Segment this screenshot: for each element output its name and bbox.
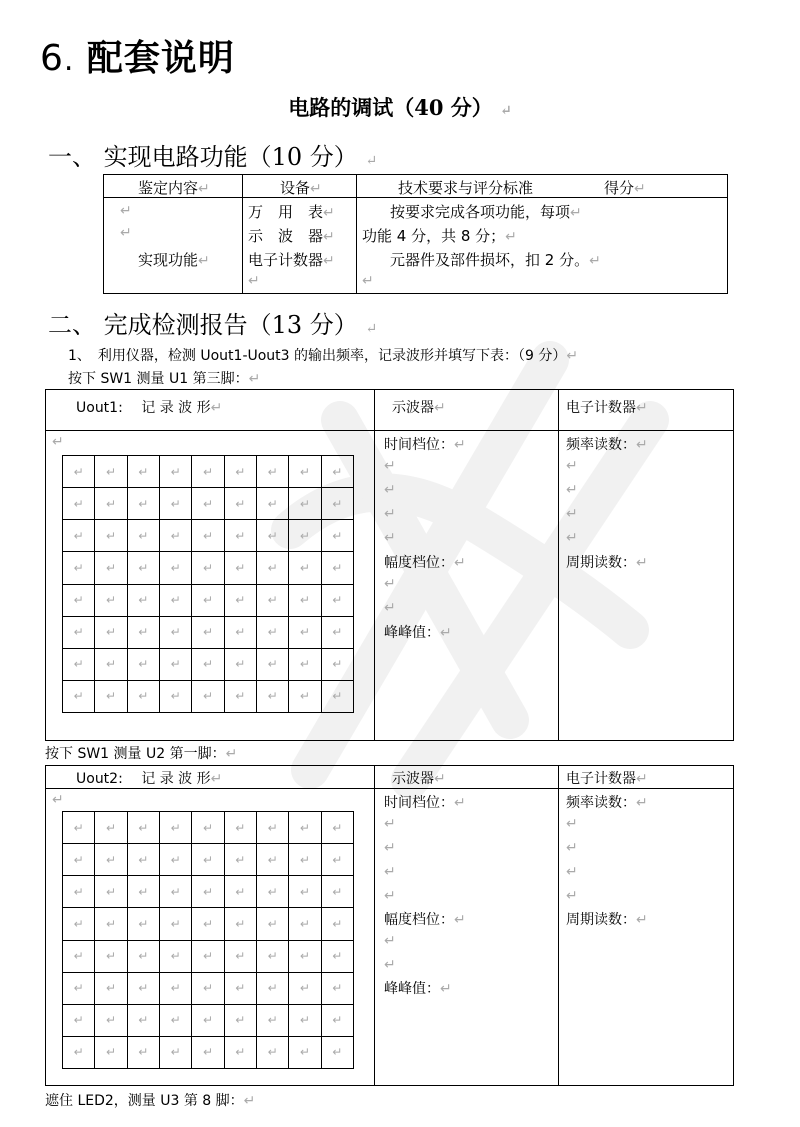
grid-cell[interactable]: ↵ — [224, 584, 256, 616]
grid-cell[interactable]: ↵ — [95, 520, 127, 552]
grid-cell[interactable]: ↵ — [63, 908, 95, 940]
return-mark: ↵ — [52, 792, 64, 808]
return-mark: ↵ — [384, 957, 396, 973]
grid-cell[interactable]: ↵ — [159, 844, 191, 876]
frequency-reading-field[interactable]: 频率读数：↵ — [566, 795, 648, 811]
col-counter: 电子计数器↵ — [566, 400, 648, 416]
grid-cell[interactable]: ↵ — [63, 616, 95, 648]
grid-cell[interactable]: ↵ — [321, 488, 353, 520]
grid-cell[interactable]: ↵ — [224, 520, 256, 552]
grid-cell[interactable]: ↵ — [159, 1004, 191, 1036]
requirement-2: 功能 4 分，共 8 分；↵ — [362, 227, 517, 245]
return-mark: ↵ — [384, 482, 396, 498]
grid-cell[interactable]: ↵ — [224, 648, 256, 680]
grid-cell[interactable]: ↵ — [159, 940, 191, 972]
grid-cell[interactable]: ↵ — [159, 680, 191, 712]
grid-cell[interactable]: ↵ — [159, 1036, 191, 1068]
requirement-1: 按要求完成各项功能，每项↵ — [390, 203, 582, 221]
return-mark: ↵ — [384, 458, 396, 474]
grid-cell[interactable]: ↵ — [192, 844, 224, 876]
grid-cell[interactable]: ↵ — [127, 520, 159, 552]
grid-cell[interactable]: ↵ — [321, 812, 353, 844]
grid-cell[interactable]: ↵ — [63, 584, 95, 616]
return-mark: ↵ — [566, 816, 578, 832]
grid-cell[interactable]: ↵ — [127, 812, 159, 844]
grid-cell[interactable]: ↵ — [127, 552, 159, 584]
grid-cell[interactable]: ↵ — [256, 648, 288, 680]
grid-cell[interactable]: ↵ — [256, 812, 288, 844]
grid-cell[interactable]: ↵ — [192, 616, 224, 648]
content-cell: 实现功能↵ — [138, 251, 210, 269]
grid-cell[interactable]: ↵ — [159, 488, 191, 520]
grid-cell[interactable]: ↵ — [321, 456, 353, 488]
grid-cell[interactable]: ↵ — [192, 1004, 224, 1036]
grid-cell[interactable]: ↵ — [159, 456, 191, 488]
grid-cell[interactable]: ↵ — [159, 552, 191, 584]
grid-cell[interactable]: ↵ — [127, 1036, 159, 1068]
grid-cell[interactable]: ↵ — [321, 1036, 353, 1068]
amplitude-scale-field[interactable]: 幅度档位：↵ — [384, 555, 466, 571]
grid-cell[interactable]: ↵ — [127, 876, 159, 908]
grid-cell[interactable]: ↵ — [224, 616, 256, 648]
return-mark: ↵ — [365, 153, 378, 169]
grid-cell[interactable]: ↵ — [192, 648, 224, 680]
th-content: 鉴定内容↵ — [138, 179, 210, 197]
grid-cell[interactable]: ↵ — [256, 680, 288, 712]
grid-cell[interactable]: ↵ — [289, 520, 321, 552]
grid-cell[interactable]: ↵ — [289, 844, 321, 876]
section2-title-text: 二、 完成检测报告（13 分） — [48, 311, 358, 339]
grid-cell[interactable]: ↵ — [289, 680, 321, 712]
grid-cell[interactable]: ↵ — [224, 812, 256, 844]
return-mark: ↵ — [566, 840, 578, 856]
grid-cell[interactable]: ↵ — [159, 616, 191, 648]
measure3-text: 遮住 LED2，测量 U3 第 8 脚：↵ — [45, 1093, 256, 1109]
grid-cell[interactable]: ↵ — [321, 972, 353, 1004]
grid-cell[interactable]: ↵ — [321, 908, 353, 940]
grid-cell[interactable]: ↵ — [127, 940, 159, 972]
grid-cell[interactable]: ↵ — [224, 972, 256, 1004]
grid-cell[interactable]: ↵ — [63, 648, 95, 680]
grid-cell[interactable]: ↵ — [192, 584, 224, 616]
grid-cell[interactable]: ↵ — [159, 876, 191, 908]
grid-cell[interactable]: ↵ — [289, 552, 321, 584]
wave-label: Uout1: 记 录 波 形↵ — [76, 400, 223, 416]
grid-cell[interactable]: ↵ — [256, 616, 288, 648]
return-mark: ↵ — [566, 888, 578, 904]
return-mark: ↵ — [52, 434, 64, 450]
grid-cell[interactable]: ↵ — [289, 812, 321, 844]
grid-cell[interactable]: ↵ — [95, 552, 127, 584]
return-mark: ↵ — [384, 933, 396, 949]
period-reading-field[interactable]: 周期读数：↵ — [566, 912, 648, 928]
grid-cell[interactable]: ↵ — [321, 680, 353, 712]
requirement-3: 元器件及部件损坏，扣 2 分。↵ — [390, 251, 601, 269]
equipment-2: 示 波 器↵ — [248, 227, 335, 245]
return-mark: ↵ — [384, 840, 396, 856]
grid-cell[interactable]: ↵ — [95, 844, 127, 876]
grid-cell[interactable]: ↵ — [63, 520, 95, 552]
return-mark: ↵ — [384, 506, 396, 522]
page-heading — [40, 30, 235, 81]
return-mark: ↵ — [384, 888, 396, 904]
section2-title — [48, 305, 377, 340]
grid-cell[interactable]: ↵ — [159, 584, 191, 616]
grid-cell[interactable]: ↵ — [63, 680, 95, 712]
grid-cell[interactable]: ↵ — [224, 940, 256, 972]
grid-cell[interactable]: ↵ — [63, 972, 95, 1004]
subtitle-text: 电路的调试（40 分） — [288, 95, 493, 120]
grid-cell[interactable]: ↵ — [127, 1004, 159, 1036]
grid-cell[interactable]: ↵ — [224, 1004, 256, 1036]
return-mark: ↵ — [566, 530, 578, 546]
equipment-3: 电子计数器↵ — [248, 251, 335, 269]
grid-cell[interactable]: ↵ — [256, 908, 288, 940]
grid-cell[interactable]: ↵ — [159, 972, 191, 1004]
waveform-grid[interactable] — [62, 455, 354, 713]
grid-cell[interactable]: ↵ — [95, 680, 127, 712]
grid-cell[interactable]: ↵ — [127, 908, 159, 940]
return-mark: ↵ — [384, 864, 396, 880]
measure1-text: 按下 SW1 测量 U1 第三脚：↵ — [68, 371, 261, 387]
peak-to-peak-field[interactable]: 峰峰值：↵ — [384, 625, 452, 641]
grid-cell[interactable]: ↵ — [321, 1004, 353, 1036]
grid-cell[interactable]: ↵ — [63, 1036, 95, 1068]
grid-cell[interactable]: ↵ — [127, 844, 159, 876]
grid-cell[interactable]: ↵ — [95, 616, 127, 648]
grid-cell[interactable]: ↵ — [256, 520, 288, 552]
grid-cell[interactable]: ↵ — [289, 972, 321, 1004]
grid-cell[interactable]: ↵ — [63, 876, 95, 908]
section1-title-text: 一、 实现电路功能（10 分） — [48, 143, 358, 171]
grid-cell[interactable]: ↵ — [95, 1036, 127, 1068]
grid-cell[interactable]: ↵ — [289, 584, 321, 616]
grid-cell[interactable]: ↵ — [256, 1036, 288, 1068]
frequency-reading-field[interactable]: 频率读数：↵ — [566, 437, 648, 453]
grid-cell[interactable]: ↵ — [256, 456, 288, 488]
peak-to-peak-field[interactable]: 峰峰值：↵ — [384, 981, 452, 997]
grid-cell[interactable]: ↵ — [321, 520, 353, 552]
grid-cell[interactable]: ↵ — [224, 552, 256, 584]
grid-cell[interactable]: ↵ — [159, 520, 191, 552]
time-scale-field[interactable]: 时间档位：↵ — [384, 795, 466, 811]
grid-cell[interactable]: ↵ — [63, 1004, 95, 1036]
th-requirements: 技术要求与评分标准 — [398, 179, 534, 197]
grid-cell[interactable]: ↵ — [224, 680, 256, 712]
col-counter: 电子计数器↵ — [566, 771, 648, 787]
grid-cell[interactable]: ↵ — [63, 940, 95, 972]
grid-cell[interactable]: ↵ — [256, 940, 288, 972]
return-mark: ↵ — [384, 576, 396, 592]
waveform-grid[interactable] — [62, 811, 354, 1069]
wave-table-2 — [45, 765, 734, 1086]
return-mark: ↵ — [365, 321, 378, 337]
grid-cell[interactable]: ↵ — [127, 456, 159, 488]
grid-cell[interactable]: ↵ — [289, 940, 321, 972]
grid-cell[interactable]: ↵ — [321, 552, 353, 584]
grid-cell[interactable]: ↵ — [289, 648, 321, 680]
grid-cell[interactable]: ↵ — [321, 844, 353, 876]
return-mark: ↵ — [120, 225, 132, 241]
grid-cell[interactable]: ↵ — [95, 648, 127, 680]
grid-cell[interactable]: ↵ — [321, 616, 353, 648]
section1-title — [48, 137, 377, 172]
grid-cell[interactable]: ↵ — [127, 616, 159, 648]
amplitude-scale-field[interactable]: 幅度档位：↵ — [384, 912, 466, 928]
grid-cell[interactable]: ↵ — [289, 1004, 321, 1036]
grid-cell[interactable]: ↵ — [321, 876, 353, 908]
grid-cell[interactable]: ↵ — [289, 456, 321, 488]
grid-cell[interactable]: ↵ — [63, 488, 95, 520]
grid-cell[interactable]: ↵ — [192, 908, 224, 940]
grid-cell[interactable]: ↵ — [192, 940, 224, 972]
grid-cell[interactable]: ↵ — [289, 1036, 321, 1068]
grid-cell[interactable]: ↵ — [224, 1036, 256, 1068]
return-mark: ↵ — [566, 506, 578, 522]
grid-cell[interactable]: ↵ — [95, 456, 127, 488]
grid-cell[interactable]: ↵ — [256, 1004, 288, 1036]
grid-cell[interactable]: ↵ — [127, 488, 159, 520]
grid-cell[interactable]: ↵ — [192, 488, 224, 520]
heading-title: 配套说明 — [86, 38, 235, 79]
wave-label: Uout2: 记 录 波 形↵ — [76, 771, 223, 787]
grid-cell[interactable]: ↵ — [256, 488, 288, 520]
measure2-text: 按下 SW1 测量 U2 第一脚：↵ — [45, 746, 238, 762]
return-mark: ↵ — [120, 203, 132, 219]
grid-cell[interactable]: ↵ — [256, 552, 288, 584]
return-mark: ↵ — [566, 864, 578, 880]
grid-cell[interactable]: ↵ — [321, 584, 353, 616]
grid-cell[interactable]: ↵ — [95, 584, 127, 616]
grid-cell[interactable]: ↵ — [63, 456, 95, 488]
grid-cell[interactable]: ↵ — [127, 680, 159, 712]
return-mark: ↵ — [248, 273, 260, 289]
grid-cell[interactable]: ↵ — [192, 876, 224, 908]
equipment-1: 万 用 表↵ — [248, 203, 335, 221]
assessment-table — [103, 174, 728, 294]
th-score: 得分↵ — [604, 179, 646, 197]
grid-cell[interactable]: ↵ — [289, 876, 321, 908]
grid-cell[interactable]: ↵ — [289, 488, 321, 520]
return-mark: ↵ — [362, 273, 374, 289]
grid-cell[interactable]: ↵ — [192, 456, 224, 488]
grid-cell[interactable]: ↵ — [192, 812, 224, 844]
grid-cell[interactable]: ↵ — [63, 812, 95, 844]
heading-number: 6 — [40, 38, 64, 79]
grid-cell[interactable]: ↵ — [95, 908, 127, 940]
grid-cell[interactable]: ↵ — [256, 972, 288, 1004]
grid-cell[interactable]: ↵ — [95, 940, 127, 972]
grid-cell[interactable]: ↵ — [95, 972, 127, 1004]
grid-cell[interactable]: ↵ — [159, 812, 191, 844]
grid-cell[interactable]: ↵ — [192, 972, 224, 1004]
grid-cell[interactable]: ↵ — [224, 844, 256, 876]
grid-cell[interactable]: ↵ — [321, 648, 353, 680]
return-mark: ↵ — [500, 103, 512, 119]
grid-cell[interactable]: ↵ — [192, 552, 224, 584]
wave-table-1 — [45, 389, 734, 741]
grid-cell[interactable]: ↵ — [192, 1036, 224, 1068]
grid-cell[interactable]: ↵ — [95, 812, 127, 844]
heading-dot: . — [63, 43, 75, 78]
grid-cell[interactable]: ↵ — [224, 876, 256, 908]
grid-cell[interactable]: ↵ — [289, 908, 321, 940]
return-mark: ↵ — [566, 482, 578, 498]
th-equipment: 设备↵ — [280, 179, 322, 197]
grid-cell[interactable]: ↵ — [256, 584, 288, 616]
grid-cell[interactable]: ↵ — [192, 520, 224, 552]
grid-cell[interactable]: ↵ — [95, 876, 127, 908]
grid-cell[interactable]: ↵ — [95, 488, 127, 520]
grid-cell[interactable]: ↵ — [127, 584, 159, 616]
grid-cell[interactable]: ↵ — [224, 456, 256, 488]
grid-cell[interactable]: ↵ — [289, 616, 321, 648]
grid-cell[interactable]: ↵ — [127, 972, 159, 1004]
return-mark: ↵ — [384, 816, 396, 832]
grid-cell[interactable]: ↵ — [63, 844, 95, 876]
period-reading-field[interactable]: 周期读数：↵ — [566, 555, 648, 571]
time-scale-field[interactable]: 时间档位：↵ — [384, 437, 466, 453]
return-mark: ↵ — [384, 530, 396, 546]
grid-cell[interactable]: ↵ — [159, 648, 191, 680]
grid-cell[interactable]: ↵ — [192, 680, 224, 712]
grid-cell[interactable]: ↵ — [127, 648, 159, 680]
grid-cell[interactable]: ↵ — [224, 488, 256, 520]
grid-cell[interactable]: ↵ — [256, 876, 288, 908]
grid-cell[interactable]: ↵ — [95, 1004, 127, 1036]
return-mark: ↵ — [566, 458, 578, 474]
grid-cell[interactable]: ↵ — [159, 908, 191, 940]
col-oscilloscope: 示波器↵ — [392, 400, 446, 416]
col-oscilloscope: 示波器↵ — [392, 771, 446, 787]
return-mark: ↵ — [384, 600, 396, 616]
page-subtitle — [0, 92, 800, 122]
grid-cell[interactable]: ↵ — [224, 908, 256, 940]
item1-text: 1、 利用仪器，检测 Uout1-Uout3 的输出频率，记录波形并填写下表：（9 分）↵ — [68, 348, 579, 364]
grid-cell[interactable]: ↵ — [321, 940, 353, 972]
grid-cell[interactable]: ↵ — [256, 844, 288, 876]
grid-cell[interactable]: ↵ — [63, 552, 95, 584]
